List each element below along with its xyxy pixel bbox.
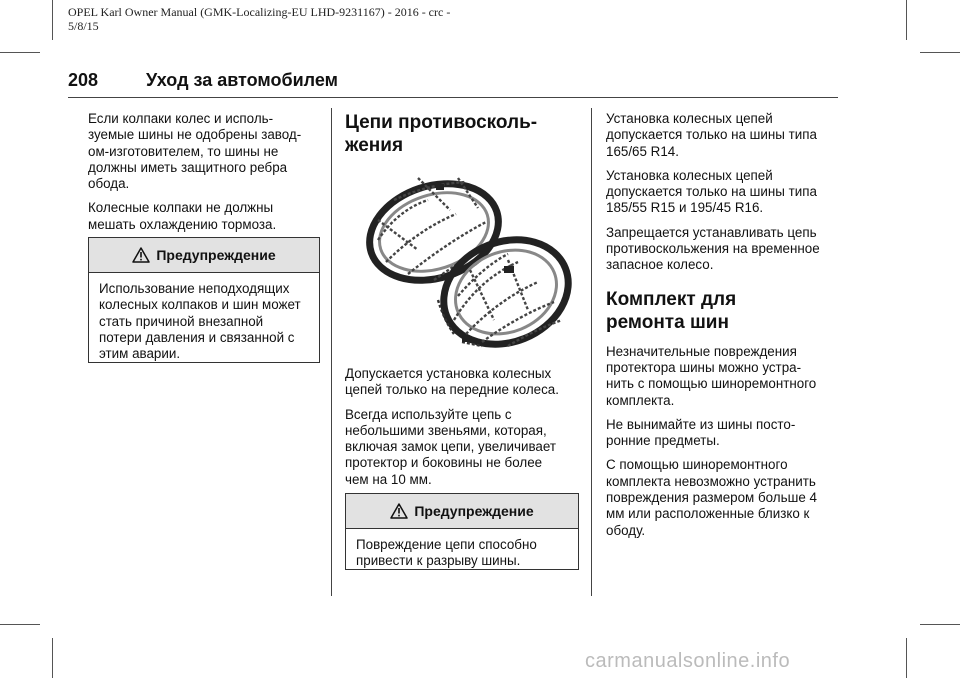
- paragraph: Не вынимайте из шины посто- ронние предметы.: [606, 416, 796, 449]
- paragraph: Если колпаки колес и исполь- зуемые шины не одобрены завод- ом-изготовителем, то шины не должны иметь защитного ребра обода.: [88, 111, 302, 192]
- warning-text: Повреждение цепи способно привести к разрыву шины.: [356, 537, 537, 569]
- warning-header: [89, 238, 319, 273]
- column-1: [88, 111, 324, 241]
- paragraph: Установка колесных цепей допускается только на шины типа 185/55 R15 и 195/45 R16.: [606, 167, 817, 216]
- crop-mark: [52, 638, 53, 678]
- section-heading: Комплект для ремонта шин: [606, 288, 737, 333]
- paragraph: Запрещается устанавливать цепь противоскольжения на временное запасное колесо.: [606, 224, 820, 273]
- column-divider: [591, 108, 592, 596]
- warning-header: [346, 494, 578, 529]
- crop-mark: [52, 0, 53, 40]
- paragraph: Колесные колпаки не должны мешать охлаждению тормоза.: [88, 200, 277, 232]
- header-line-2: 5/8/15: [68, 19, 99, 33]
- crop-mark: [920, 52, 960, 53]
- header-rule: [68, 97, 838, 98]
- warning-title: Предупреждение: [414, 502, 534, 519]
- paragraph: С помощью шиноремонтного комплекта невозможно устранить повреждения размером больше 4 мм или расположенные близко к ободу.: [606, 457, 817, 538]
- paragraph: Незначительные повреждения протектора шины можно устра- нить с помощью шиноремонтного комплекта.: [606, 343, 817, 408]
- page-title: Уход за автомобилем: [146, 70, 338, 90]
- column-2: [345, 111, 581, 157]
- warning-title: Предупреждение: [156, 246, 276, 263]
- column-2-text: [345, 366, 581, 496]
- watermark: carmanualsonline.info: [585, 650, 791, 672]
- paragraph: Всегда используйте цепь с небольшими звеньями, которая, включая замок цепи, увеличивает протектор и боковины не более чем на 10 мм.: [345, 406, 556, 487]
- warning-triangle-icon: [390, 503, 408, 519]
- warning-text: Использование неподходящих колесных колпаков и шин может стать причиной внезапной потери давления и связанной с этим аварии.: [99, 281, 301, 362]
- warning-triangle-icon: [132, 247, 150, 263]
- snow-chains-illustration: [358, 170, 574, 350]
- warning-box: [345, 493, 579, 570]
- crop-mark: [920, 624, 960, 625]
- section-heading: Цепи противосколь- жения: [345, 112, 538, 156]
- column-3: [606, 111, 846, 547]
- header-line-1: OPEL Karl Owner Manual (GMK-Localizing-EU LHD-9231167) - 2016 - crc -: [68, 5, 451, 19]
- crop-mark: [0, 52, 40, 53]
- crop-mark: [906, 0, 907, 40]
- paragraph: Установка колесных цепей допускается только на шины типа 165/65 R14.: [606, 111, 817, 159]
- page-number: 208: [68, 70, 99, 90]
- paragraph: Допускается установка колесных цепей только на передние колеса.: [345, 366, 559, 398]
- crop-mark: [906, 638, 907, 678]
- column-divider: [331, 108, 332, 596]
- warning-box: [88, 237, 320, 363]
- document-header: [68, 5, 450, 33]
- crop-mark: [0, 624, 40, 625]
